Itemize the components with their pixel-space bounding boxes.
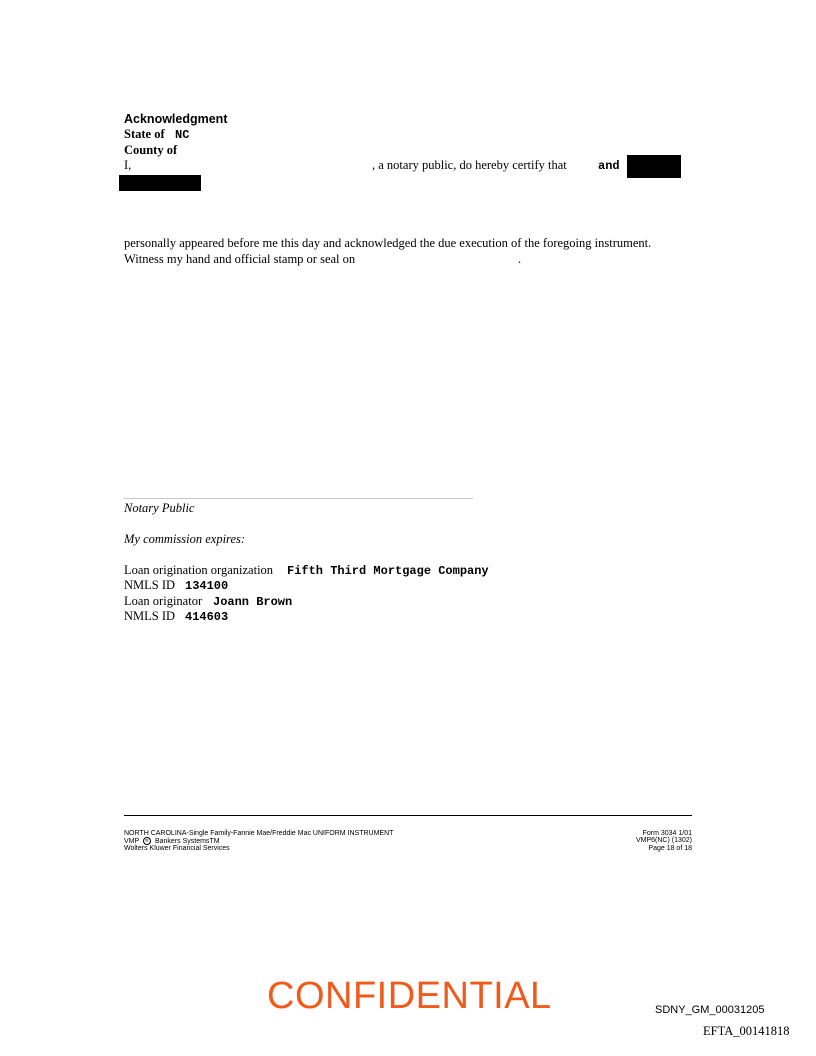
footer-bankers-text: Bankers SystemsTM [154,837,220,845]
loan-org-value: Fifth Third Mortgage Company [287,564,489,578]
footer-instrument-text: NORTH CAROLINA-Single Family-Fannie Mae/Freddie Mac UNIFORM INSTRUMENT [124,830,394,837]
footer-rule [124,815,692,816]
originator-nmls-value: 414603 [185,610,229,624]
originator-value: Joann Brown [213,595,293,609]
footer-wolters-text: Wolters Kluwer Financial Services [124,845,230,852]
and-text: and [598,159,620,173]
footer-vmp-text: VMP [124,837,140,845]
originator-label: Loan originator [124,594,203,608]
county-label: County of [124,143,178,157]
notary-intro-text: I, [124,158,132,172]
org-nmls-value: 134100 [185,579,229,593]
state-value: NC [175,128,190,142]
footer-page-number: Page 18 of 18 [648,845,692,852]
witness-period: . [518,252,522,266]
witness-text: Witness my hand and official stamp or seal on [124,252,356,266]
signature-line [124,498,473,499]
confidential-stamp: CONFIDENTIAL [267,975,552,1017]
commission-expires-label: My commission expires: [124,532,246,546]
appeared-text: personally appeared before me this day and acknowledged the due execution of the foregoing instrument. [124,236,652,250]
footer-vmp-code: VMP6(NC) (1302) [635,837,692,844]
redaction-box [627,155,681,178]
redaction-box [119,175,201,191]
notary-public-label: Notary Public [124,501,195,515]
efta-number: EFTA_00141818 [703,1024,790,1038]
loan-org-label: Loan origination organization [124,563,274,577]
footer-form-number: Form 3034 1/01 [642,830,692,837]
registered-mark-icon: R [143,837,151,845]
originator-nmls-label: NMLS ID [124,609,176,623]
state-label: State of [124,127,165,141]
certify-text: , a notary public, do hereby certify that [372,158,567,172]
bates-number: SDNY_GM_00031205 [655,1004,765,1016]
org-nmls-label: NMLS ID [124,578,176,592]
acknowledgment-heading: Acknowledgment [124,112,228,126]
